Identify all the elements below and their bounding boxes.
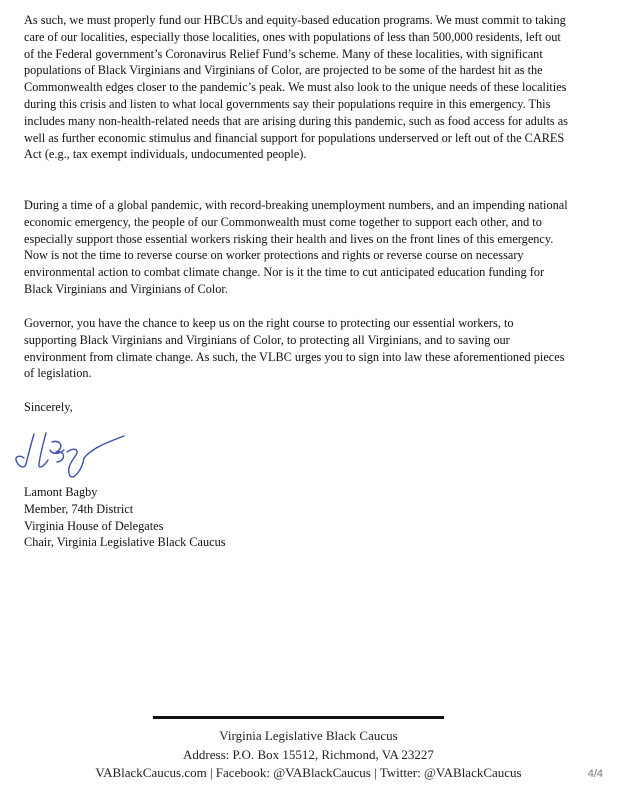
signer-role: Chair, Virginia Legislative Black Caucus (24, 535, 226, 550)
body-paragraph-1: As such, we must properly fund our HBCUs and equity-based education programs. We must commit to taking care of our localities, especially those localities, ones with populations of less than 500,000 residents, left out of the Federal government’s Coronavirus Relief Fund’s scheme. Many of these localities, with significant populations of Black Virginians and Virginians of Color, are projected to be some of the hardest hit as the Commonwealth edges closer to the pandemic’s peak. We must also look to the unique needs of these localities during this crisis and listen to what local governments say their populations require in this emergency. This includes many non-health-related needs that are arising during this pandemic, such as food access for adults as well as further economic stimulus and financial support for populations underserved or left out of the CARES Act (e.g., tax exempt individuals, undocumented people). (24, 13, 568, 162)
body-paragraph-3: Governor, you have the chance to keep us on the right course to protecting our essential workers, to supporting Black Virginians and Virginians of Color, to protecting all Virginians, and to saving our environment from climate change. As such, the VLBC urges you to sign into law these aforementioned pieces of legislation. (24, 316, 565, 381)
signer-name: Lamont Bagby (24, 485, 98, 499)
page-number: 4/4 (587, 768, 603, 780)
footer-contact: VABlackCaucus.com | Facebook: @VABlackCaucus | Twitter: @VABlackCaucus (95, 765, 522, 780)
signer-title: Member, 74th District (24, 501, 134, 516)
footer-org-name: Virginia Legislative Black Caucus (219, 728, 398, 743)
handwritten-signature (12, 428, 127, 480)
body-paragraph-2: During a time of a global pandemic, with record-breaking unemployment numbers, and an impending national economic emergency, the people of our Commonwealth must come together to support each other, and to especially support those essential workers risking their health and lives on the front lines of this emergency. Now is not the time to reverse course on worker protections and rights or reverse course on necessary environmental action to combat climate change. Nor is it the time to cut anticipated education funding for Black Virginians and Virginians of Color. (24, 198, 568, 296)
signer-chamber: Virginia House of Delegates (24, 518, 164, 533)
signer-block (24, 484, 226, 551)
closing-salutation: Sincerely, (24, 400, 73, 414)
footer-address: Address: P.O. Box 15512, Richmond, VA 23227 (183, 746, 434, 762)
letterhead-footer (0, 727, 617, 783)
footer-divider (153, 716, 444, 719)
